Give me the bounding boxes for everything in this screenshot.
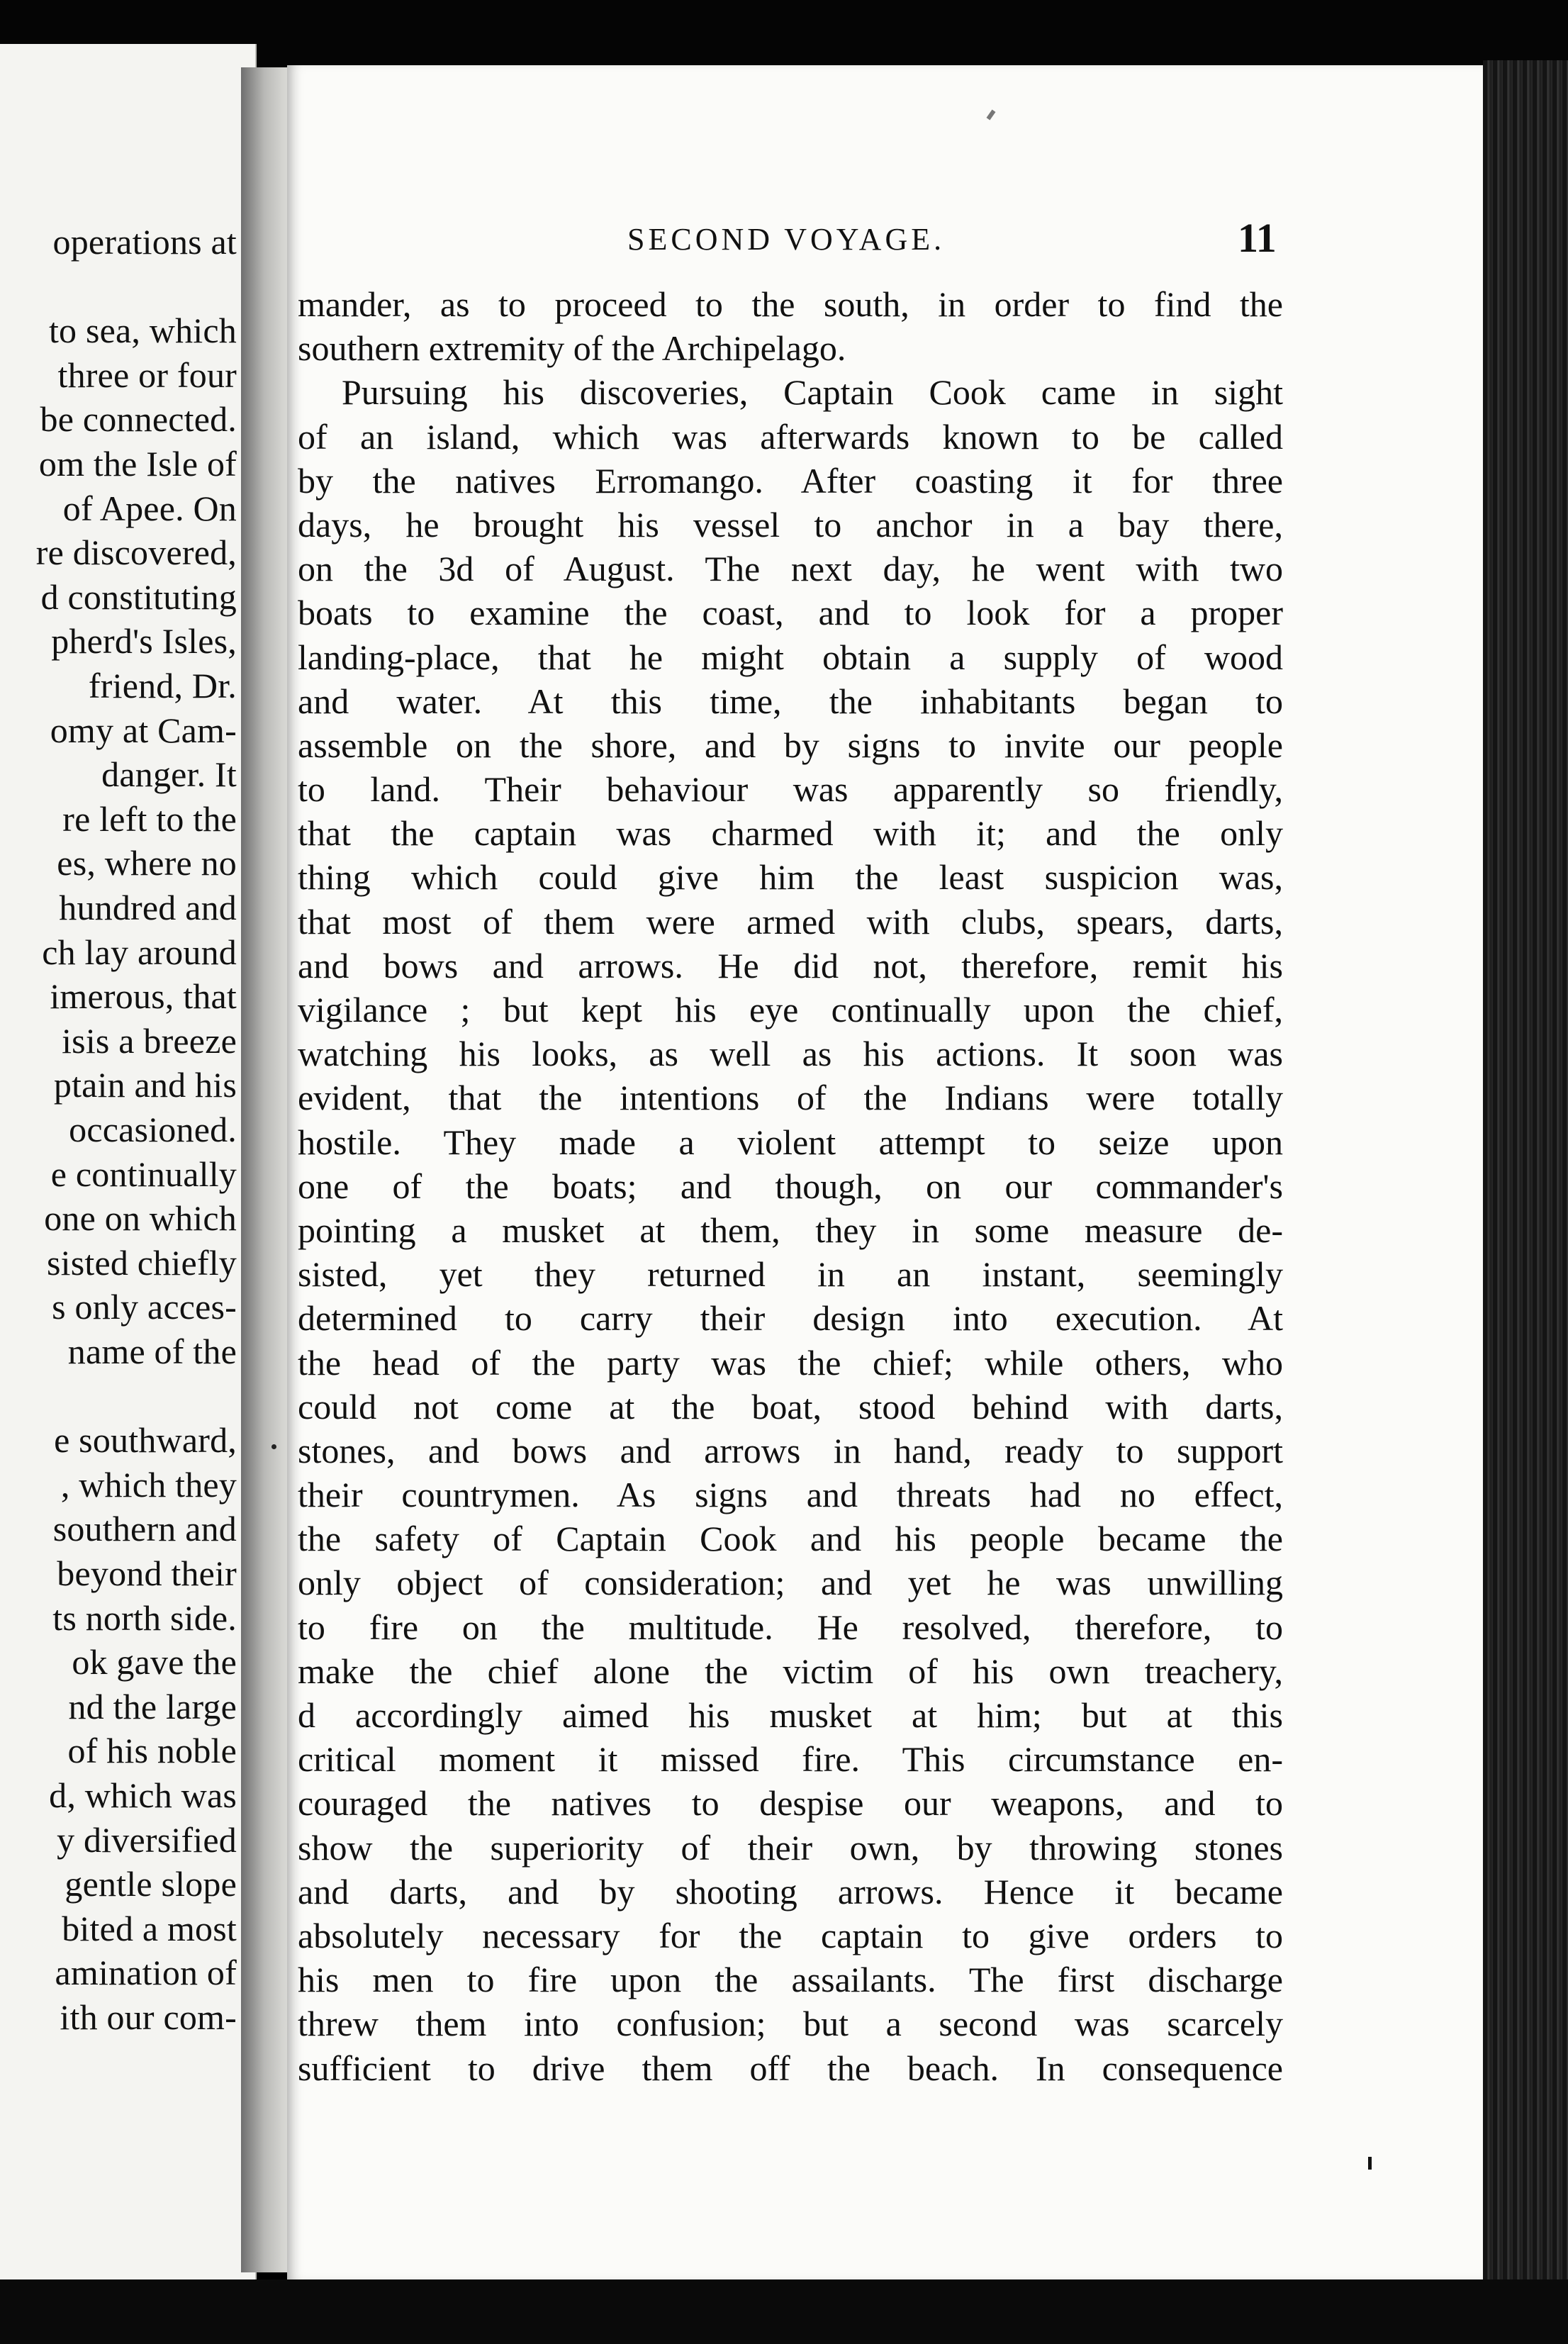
body-line: to land. Their behaviour was apparently so friendly,	[298, 769, 1283, 810]
left-page-line: be connected.	[40, 399, 237, 440]
left-page-line: three or four	[57, 355, 237, 395]
body-line: could not come at the boat, stood behind with darts,	[298, 1386, 1283, 1427]
left-page-line: danger. It	[101, 754, 237, 795]
left-page-line: e southward,	[54, 1420, 237, 1461]
left-page-line: s only acces-	[52, 1287, 237, 1327]
left-page-line: hundred and	[59, 888, 237, 927]
left-page-line: ith our com-	[60, 1997, 237, 2037]
left-page-line: re left to the	[62, 798, 237, 839]
page-number: 11	[1238, 215, 1277, 261]
body-line: and water. At this time, the inhabitants began to	[298, 681, 1283, 721]
left-page-line: es, where no	[57, 843, 237, 883]
body-line: and bows and arrows. He did not, therefore, remit his	[298, 945, 1283, 986]
body-line: determined to carry their design into execution. At	[298, 1298, 1283, 1339]
scan-border-bottom	[0, 2279, 1568, 2344]
body-line: the safety of Captain Cook and his people became the	[298, 1519, 1283, 1559]
body-line: the head of the party was the chief; while others, who	[298, 1342, 1283, 1383]
body-line: stones, and bows and arrows in hand, ready to support	[298, 1430, 1283, 1470]
left-page-line: beyond their	[57, 1553, 237, 1593]
left-page-line: d, which was	[49, 1775, 237, 1815]
left-page-line: e continually	[50, 1154, 237, 1194]
left-page-line: ok gave the	[72, 1642, 237, 1682]
body-line: sisted, yet they returned in an instant, seemingly	[298, 1254, 1283, 1295]
left-page-line: re discovered,	[35, 532, 237, 573]
left-page-line: name of the	[67, 1332, 237, 1371]
body-line: watching his looks, as well as his actions. It soon was	[298, 1034, 1283, 1074]
body-line: of an island, which was afterwards known to be called	[298, 416, 1283, 457]
running-head: SECOND VOYAGE.	[627, 222, 946, 257]
left-page-line: operations at	[52, 222, 237, 262]
body-line: Pursuing his discoveries, Captain Cook came in sight	[342, 372, 1283, 413]
body-line: show the superiority of their own, by throwing stones	[298, 1827, 1283, 1868]
left-page-line: of Apee. On	[62, 488, 237, 528]
body-line: their countrymen. As signs and threats had no effect,	[298, 1475, 1283, 1515]
body-line: make the chief alone the victim of his own treachery,	[298, 1651, 1283, 1691]
previous-page-fragment	[0, 44, 257, 2284]
body-line: couraged the natives to despise our weapons, and to	[298, 1783, 1283, 1824]
left-page-line: of his noble	[67, 1731, 237, 1771]
left-page-line: southern and	[52, 1509, 237, 1549]
body-line: thing which could give him the least suspicion was,	[298, 857, 1283, 898]
scan-speck	[271, 1444, 276, 1449]
body-line: and darts, and by shooting arrows. Hence it became	[298, 1871, 1283, 1912]
left-page-line: gentle slope	[65, 1864, 237, 1904]
body-line: critical moment it missed fire. This circumstance en-	[298, 1739, 1283, 1780]
left-page-line: ts north side.	[52, 1597, 237, 1638]
left-page-line: d constituting	[40, 576, 237, 617]
body-line: on the 3d of August. The next day, he went with two	[298, 549, 1283, 589]
body-line: mander, as to proceed to the south, in order to find the	[298, 284, 1283, 324]
body-line: d accordingly aimed his musket at him; but at this	[298, 1695, 1283, 1735]
left-page-line: amination of	[55, 1953, 237, 1993]
body-line: absolutely necessary for the captain to give orders to	[298, 1915, 1283, 1955]
scan-speck	[1368, 2157, 1372, 2170]
left-page-line: one on which	[44, 1198, 237, 1239]
left-page-line: occasioned.	[69, 1110, 237, 1149]
body-line: only object of consideration; and yet he was unwilling	[298, 1563, 1283, 1603]
body-line: threw them into confusion; but a second was scarcely	[298, 2004, 1283, 2044]
body-line: southern extremity of the Archipelago.	[298, 328, 846, 369]
body-line: to fire on the multitude. He resolved, therefore, to	[298, 1607, 1283, 1647]
body-line: evident, that the intentions of the Indians were totally	[298, 1078, 1283, 1118]
body-text	[298, 282, 1283, 2090]
left-page-line: imerous, that	[50, 976, 237, 1017]
body-line: hostile. They made a violent attempt to seize upon	[298, 1122, 1283, 1162]
body-line: assemble on the shore, and by signs to invite our people	[298, 725, 1283, 765]
left-page-line: , which they	[60, 1464, 237, 1505]
left-page-line: to sea, which	[48, 311, 237, 351]
body-line: landing-place, that he might obtain a supply of wood	[298, 637, 1283, 677]
body-line: boats to examine the coast, and to look for a proper	[298, 593, 1283, 633]
left-page-line: friend, Dr.	[88, 666, 237, 705]
book-page-edges	[1483, 60, 1568, 2344]
left-page-line: bited a most	[62, 1908, 237, 1948]
body-line: by the natives Erromango. After coasting it for three	[298, 460, 1283, 501]
left-page-line: ch lay around	[42, 932, 237, 972]
left-page-line: isis a breeze	[62, 1020, 237, 1061]
body-line: vigilance ; but kept his eye continually upon the chief,	[298, 990, 1283, 1029]
body-line: sufficient to drive them off the beach. In consequence	[298, 2048, 1283, 2088]
left-page-line: sisted chiefly	[46, 1242, 237, 1283]
body-line: pointing a musket at them, they in some measure de-	[298, 1210, 1283, 1250]
body-line: that most of them were armed with clubs, spears, darts,	[298, 901, 1283, 942]
left-page-line: omy at Cam-	[50, 710, 237, 750]
left-page-line: om the Isle of	[38, 444, 237, 484]
body-line: days, he brought his vessel to anchor in a bay there,	[298, 504, 1283, 545]
left-page-line: nd the large	[68, 1686, 237, 1726]
left-page-line: ptain and his	[53, 1065, 237, 1105]
left-page-line: y diversified	[57, 1819, 237, 1860]
body-line: his men to fire upon the assailants. The first discharge	[298, 1960, 1283, 2000]
left-page-line: pherd's Isles,	[51, 621, 237, 662]
body-line: that the captain was charmed with it; and the only	[298, 813, 1283, 854]
body-line: one of the boats; and though, on our commander's	[298, 1166, 1283, 1206]
